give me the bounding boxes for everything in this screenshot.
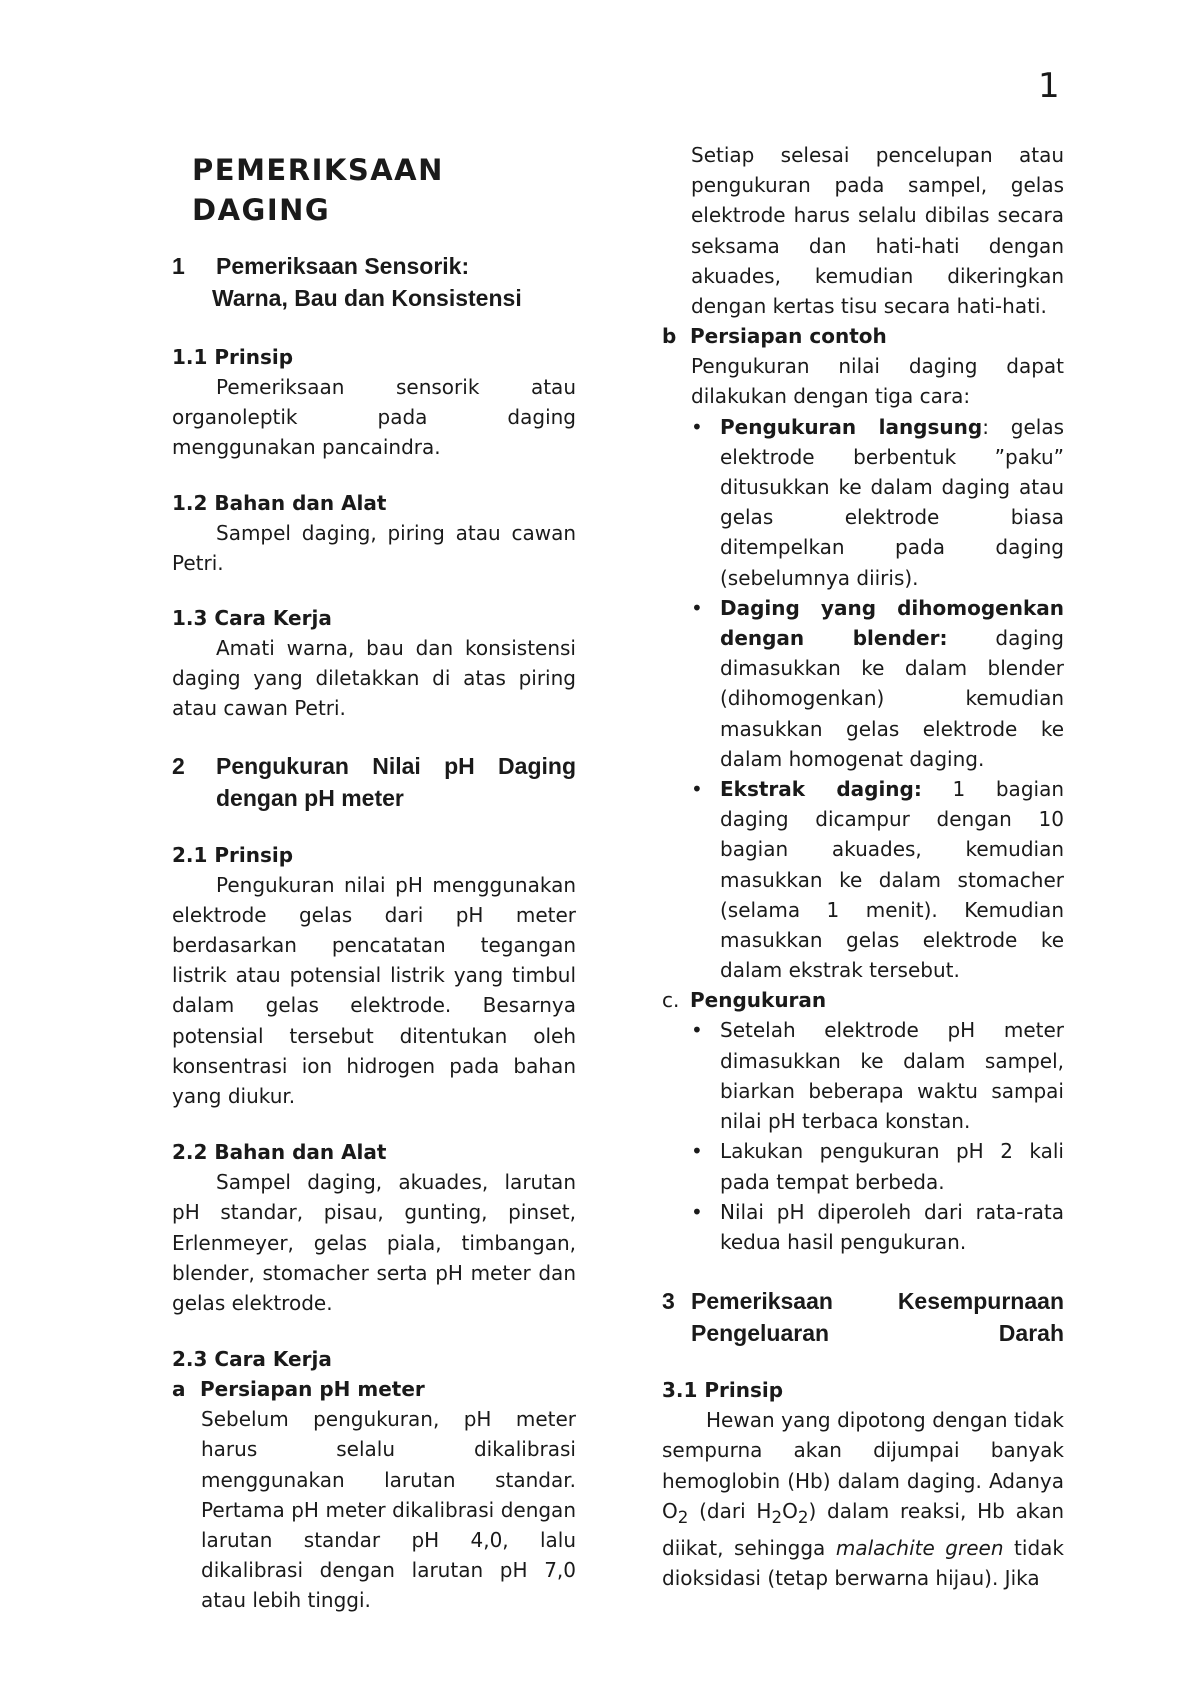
text-run: tidak dioksidasi (tetap berwarna hijau). Jika (662, 1535, 1064, 1591)
text-run: O (782, 1498, 798, 1523)
list-item-text: : gelas elektrode berbentuk ”paku” ditusukkan ke dalam daging atau gelas elektrode biasa ditempelkan pada daging (sebelumnya diiris). (720, 414, 1065, 590)
step-b-text: Pengukuran nilai daging dapat dilakukan dengan tiga cara: (691, 354, 1064, 409)
section-2-3-title: 2.3 Cara Kerja (172, 1347, 332, 1372)
step-b-title: Persiapan contoh (690, 324, 887, 349)
right-column (662, 140, 1064, 1593)
step-a-text: Sebelum pengukuran, pH meter harus selalu dikalibrasi menggunakan larutan standar. Pertama pH meter dikalibrasi dengan larutan standar pH 4,0, lalu dikalibrasi dengan larutan pH 7,0 atau lebih tinggi. (201, 1407, 576, 1613)
section-2-2-title: 2.2 Bahan dan Alat (172, 1140, 387, 1165)
step-c-list (662, 1015, 1064, 1257)
section-1-title-line1: Pemeriksaan Sensorik: (216, 253, 470, 279)
text-run: ) dalam reaksi, Hb akan diikat, sehingga (662, 1498, 1064, 1560)
list-item: • Setelah elektrode pH meter dimasukkan ke dalam sampel, biarkan beberapa waktu sampai nilai pH terbaca konstan. (720, 1015, 1064, 1136)
section-2-1-title: 2.1 Prinsip (172, 842, 294, 867)
step-b-label: b (662, 324, 677, 349)
page-number: 1 (1038, 66, 1060, 106)
section-3-title-wrap (691, 1285, 1064, 1349)
section-1-1-text: Pemeriksaan sensorik atau organoleptik pada daging menggunakan pancaindra. (172, 375, 576, 460)
list-item (720, 774, 1064, 985)
step-c-title: Pengukuran (690, 988, 827, 1013)
list-item: • Nilai pH diperoleh dari rata-rata kedua hasil pengukuran. (720, 1197, 1064, 1257)
section-1-heading (172, 250, 576, 314)
section-1-2-title: 1.2 Bahan dan Alat (172, 490, 387, 515)
list-item-text: 1 bagian daging dicampur dengan 10 bagian akuades, kemudian masukkan ke dalam stomacher (selama 1 menit). Kemudian masukkan gelas elektrode ke dalam ekstrak tersebut. (720, 777, 1065, 983)
step-a-title: Persiapan pH meter (200, 1377, 425, 1402)
step-b-list (662, 412, 1064, 986)
section-2-2-text: Sampel daging, akuades, larutan pH standar, pisau, gunting, pinset, Erlenmeyer, gelas piala, timbangan, blender, stomacher serta pH meter dan gelas elektrode. (172, 1170, 576, 1316)
step-b-heading (662, 321, 1064, 351)
list-item-bold: Ekstrak daging: (720, 777, 922, 802)
step-a-heading (172, 1374, 576, 1404)
list-item-text: daging dimasukkan ke dalam blender (dihomogenkan) kemudian masukkan gelas elektrode ke dalam homogenat daging. (720, 626, 1064, 771)
section-3-title: Pemeriksaan Kesempurnaan Pengeluaran Darah (691, 1288, 1064, 1347)
left-column (172, 140, 576, 1616)
list-item (720, 412, 1064, 593)
subscript: 2 (677, 1507, 689, 1527)
section-2-1-text: Pengukuran nilai pH menggunakan elektrode gelas dari pH meter berdasarkan pencatatan tegangan listrik atau potensial listrik yang timbul dalam gelas elektrode. Besarnya potensial tersebut ditentukan oleh konsentrasi ion hidrogen pada bahan yang diukur. (172, 872, 576, 1109)
list-item (720, 593, 1064, 774)
text-run: (dari H (688, 1498, 772, 1523)
list-item-bold: Daging yang dihomogenkan dengan blender: (720, 595, 1064, 651)
section-1-title-line2: Warna, Bau dan Konsistensi (212, 285, 522, 311)
list-item-bold: Pengukuran langsung (720, 414, 983, 439)
step-c-label: c. (662, 988, 680, 1013)
section-1-3-text: Amati warna, bau dan konsistensi daging yang diletakkan di atas piring atau cawan Petri. (172, 636, 576, 721)
section-1-1-title: 1.1 Prinsip (172, 345, 294, 369)
subscript: 2 (797, 1507, 809, 1527)
step-c-heading (662, 985, 1064, 1015)
section-2-heading (172, 750, 576, 814)
list-item: • Lakukan pengukuran pH 2 kali pada tempat berbeda. (720, 1136, 1064, 1196)
step-a-text-continued: Setiap selesai pencelupan atau pengukuran pada sampel, gelas elektrode harus selalu dibilas secara seksama dan hati-hati dengan akuades, kemudian dikeringkan dengan kertas tisu secara hati-hati. (691, 143, 1064, 319)
step-a-label: a (172, 1377, 186, 1402)
section-1-title (212, 250, 576, 314)
section-3-number: 3 (662, 1288, 675, 1315)
section-2-title: Pengukuran Nilai pH Daging dengan pH meter (216, 752, 576, 811)
text-run: Hewan yang dipotong dengan tidak sempurna akan dijumpai banyak hemoglobin (Hb) dalam daging. Adanya O (662, 1408, 1064, 1523)
document-title: PEMERIKSAAN DAGING (192, 153, 444, 227)
section-1-2-text: Sampel daging, piring atau cawan Petri. (172, 520, 576, 575)
section-3-heading (662, 1285, 1064, 1349)
section-3-1-text (662, 1405, 1064, 1593)
section-2-number: 2 (172, 752, 185, 779)
section-3-1-title: 3.1 Prinsip (662, 1378, 784, 1403)
italic-term: malachite green (835, 1535, 1004, 1560)
subscript: 2 (771, 1507, 783, 1527)
section-1-3-title: 1.3 Cara Kerja (172, 606, 332, 631)
section-1-number: 1 (172, 253, 185, 279)
